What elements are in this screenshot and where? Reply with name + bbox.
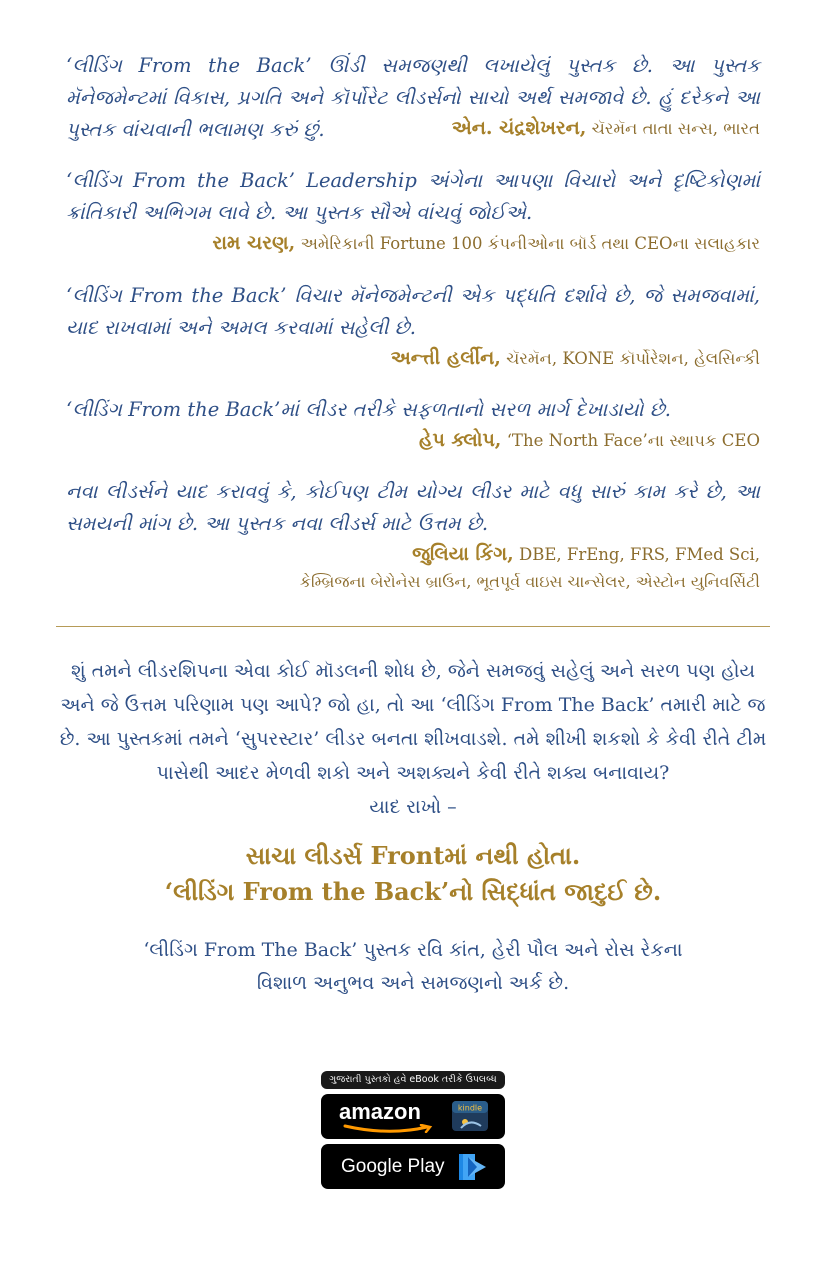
author-desc: DBE, FrEng, FRS, FMed Sci, — [518, 545, 760, 564]
quote-text: ‘લીડિંગ From the Back’ વિચાર મૅનેજમેન્ટની એક પદ્ધતિ દર્શાવે છે, જે સમજવામાં, યાદ રાખવામાં અને અમલ કરવામાં સહેલી છે. — [66, 284, 760, 339]
amazon-smile-icon — [343, 1124, 435, 1133]
summary — [56, 934, 770, 1000]
ebook-banner: ગુજરાતી પુસ્તકો હવે eBook તરીકે ઉપલબ્ધ — [321, 1071, 505, 1089]
author-name: અન્ત્તી હર્લીન, — [390, 347, 501, 369]
author-name: હેપ ક્લોપ, — [418, 429, 502, 451]
quote-text: ‘લીડિંગ From the Back’માં લીડર તરીકે સફળતાનો સરળ માર્ગ દેખાડાયો છે. — [66, 398, 671, 421]
divider — [56, 626, 770, 627]
quote-text: ‘લીડિંગ From the Back’ Leadership અંગેના આપણા વિચારો અને દૃષ્ટિકોણમાં ક્રાંતિકારી અભિગમ લાવે છે. આ પુસ્તક સૌએ વાંચવું જોઈએ. — [66, 169, 760, 224]
google-play-button[interactable] — [321, 1144, 505, 1189]
kindle-icon — [451, 1100, 489, 1132]
testimonial-4 — [66, 394, 760, 455]
author-name: જુલિયા કિંગ, — [412, 543, 514, 565]
quote-text: નવા લીડર્સને યાદ કરાવવું કે, કોઈપણ ટીમ યોગ્ય લીડર માટે વધુ સારું કામ કરે છે, આ સમયની માંગ છે. આ પુસ્તક નવા લીડર્સ માટે ઉત્તમ છે. — [66, 480, 760, 535]
author-desc: અમેરિકાની Fortune 100 કંપનીઓના બૉર્ડ તથા CEOના સલાહકાર — [300, 234, 760, 253]
remember-text: યાદ રાખો – — [369, 796, 457, 818]
attribution — [66, 229, 760, 258]
author-desc: ‘The North Face’ના સ્થાપક CEO — [506, 431, 760, 450]
testimonial-3 — [66, 280, 760, 373]
author-desc: ચૅરમૅન, KONE કૉર્પોરેશન, હેલસિન્કી — [506, 349, 760, 368]
author-desc: ચૅરમૅન તાતા સન્સ, ભારત — [591, 119, 760, 138]
quote-text: ‘લીડિંગ From the Back’ ઊંડી સમજણથી લખાયેલું પુસ્તક છે. આ પુસ્તક મૅનેજમેન્ટમાં વિકાસ, પ્રગતિ અને કૉર્પોરેટ લીડર્સનો સાચો અર્થ સમજાવે છે. હું દરેકને આ પુસ્તક વાંચવાની ભલામણ કરું છું. — [66, 54, 760, 141]
summary-line-1: ‘લીડિંગ From The Back’ પુસ્તક રવિ કાંત, હેરી પૌલ અને રોસ રેકના — [143, 939, 683, 961]
author-name: રામ ચરણ, — [212, 232, 296, 254]
google-play-books-icon — [455, 1151, 489, 1183]
callout-line-1: સાચા લીડર્સ Frontમાં નથી હોતા. — [245, 841, 581, 870]
summary-line-2: વિશાળ અનુભવ અને સમજણનો અર્ક છે. — [256, 972, 570, 994]
testimonial-5 — [66, 476, 760, 595]
store-badges — [321, 1071, 505, 1189]
google-play-label: Google Play — [341, 1156, 445, 1177]
amazon-kindle-button[interactable] — [321, 1094, 505, 1139]
attribution — [66, 344, 760, 373]
author-desc-2: કેમ્બ્રિજના બેરોનેસ બ્રાઉન, ભૂતપૂર્વ વાઇસ ચાન્સેલર, એસ્ટોન યુનિવર્સિટી — [299, 572, 760, 591]
attribution — [66, 540, 760, 569]
book-blurb — [56, 654, 770, 824]
author-name: એન. ચંદ્રશેખરન, — [451, 117, 587, 139]
callout-line-2: ‘લીડિંગ From the Back’નો સિદ્ધાંત જાદુઈ છે. — [164, 877, 662, 906]
attribution — [66, 426, 760, 455]
blurb-text: શું તમને લીડરશિપના એવા કોઈ મૉડલની શોધ છે, જેને સમજવું સહેલું અને સરળ પણ હોય અને જે ઉત્તમ પરિણામ પણ આપે? જો હા, તો આ ‘લીડિંગ From The Back’ તમારી માટે જ છે. આ પુસ્તકમાં તમને ‘સુપરસ્ટાર’ લીડર બનતા શીખવાડશે. તમે શીખી શકશો કે કેવી રીતે ટીમ પાસેથી આદર મેળવી શકો અને અશક્યને કેવી રીતે શક્ય બનાવાય? — [59, 660, 767, 784]
testimonial-1 — [66, 50, 760, 143]
amazon-label: amazon — [339, 1099, 421, 1124]
callout — [56, 838, 770, 910]
kindle-text: kindle — [457, 1103, 483, 1113]
testimonial-2 — [66, 165, 760, 258]
